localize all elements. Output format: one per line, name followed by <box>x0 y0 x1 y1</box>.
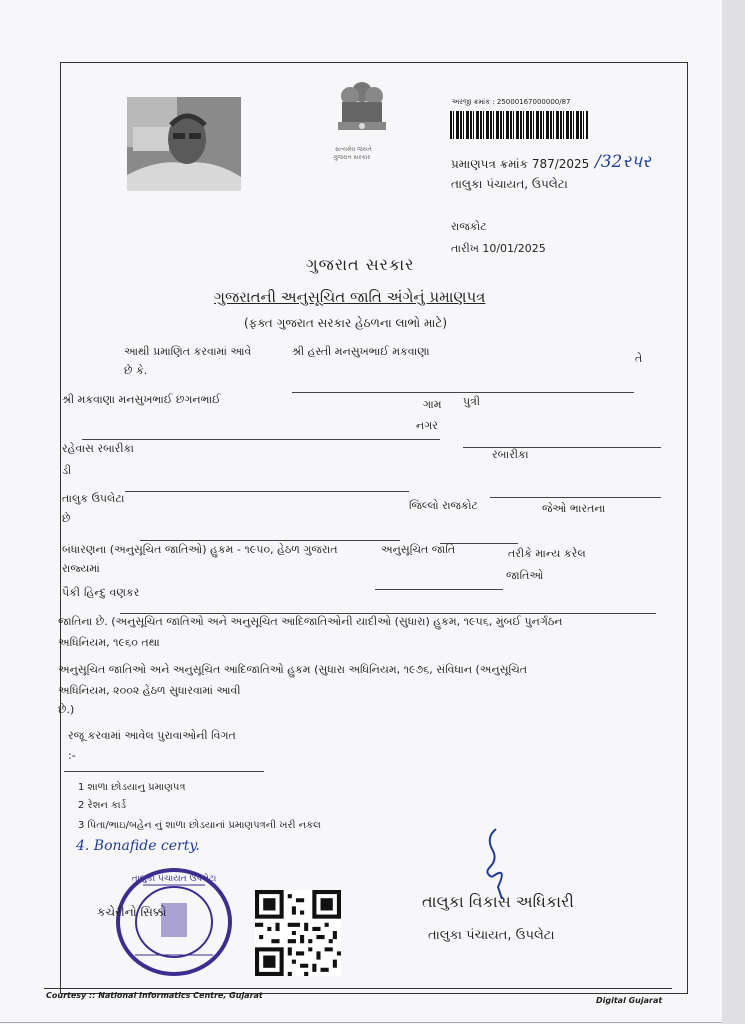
body-line5-c: તરીકે માન્ય કરેલ <box>508 547 586 560</box>
body-line4-d: છે <box>62 512 71 525</box>
evidence-colon: :- <box>68 749 76 762</box>
underline <box>82 439 440 440</box>
taluka: તાલુક ઉપલેટા <box>62 492 125 505</box>
caste-category: અનુસૂચિત જાતિ <box>381 543 456 556</box>
body-line4-c: જેઓ ભારતના <box>542 502 606 515</box>
underline <box>292 392 634 393</box>
office-stamp-label: કચેરીનો સિક્કો <box>97 905 167 919</box>
residence: રહેવાસ રબારીકા <box>62 442 134 455</box>
footer <box>44 988 672 1009</box>
officer-office: તાલુકા પંચાયત, ઉપલેટા <box>428 928 555 943</box>
body-line1-a: આથી પ્રમાણિત કરવામાં આવે <box>124 345 252 358</box>
caste-name: હિન્દુ વણકર <box>84 586 140 599</box>
body-line3-c: ડી <box>62 464 72 477</box>
certificate-subtitle: (ફક્ત ગુજરાત સરકાર હેઠળના લાભો માટે) <box>244 316 448 330</box>
underline <box>140 540 400 541</box>
body-village-label: ગામ <box>423 398 442 411</box>
officer-title: તાલુકા વિકાસ અધિકારી <box>422 892 574 911</box>
evidence-item-1: 1 શાળા છોડયાનુ પ્રમાણપત્ર <box>78 782 186 793</box>
issue-date: તારીખ 10/01/2025 <box>451 242 546 255</box>
district: રાજકોટ <box>451 220 487 233</box>
body-line1-d: છે કે. <box>124 364 148 377</box>
evidence-item-3: 3 પિતા/ભાઇ/બહેન નું શાળા છોડયાનાં પ્રમાણપત્રની ખરી નકલ <box>78 820 321 831</box>
emblem-caption-2: ગુજરાત સરકાર <box>333 154 371 161</box>
handwritten-evidence: 4. Bonafide certy. <box>76 838 200 854</box>
evidence-item-2: 2 રેશન કાર્ડ <box>78 800 127 811</box>
relation: પુત્રી <box>463 395 481 408</box>
body-line5-e: જાતિઓ <box>506 569 544 582</box>
evidence-heading: રજૂ કરવામાં આવેલ પુરાવાઓની વિગત <box>68 729 236 742</box>
underline <box>120 613 656 614</box>
footer-brand: Digital Gujarat <box>596 996 663 1005</box>
issuing-office: તાલુકા પંચાયત, ઉપલેટા <box>451 177 568 191</box>
body-line5-d: રાજ્યમાં <box>62 562 100 575</box>
paragraph-line-2: અધિનિયમ, ૧૯૬૦ તથા <box>58 636 160 649</box>
certificate-border <box>60 62 688 994</box>
paragraph-line-3: અનુસૂચિત જાતિઓ અને અનુસૂચિત આદિજાતિઓ હુકમ (સુધારા અધિનિયમ, ૧૯૭૬, સંવિધાન (અનુસૂચિત <box>58 663 528 676</box>
government-title: ગુજરાત સરકાર <box>306 255 415 274</box>
barcode <box>450 111 588 139</box>
seal-text: તાલુકા પંચાયત ઉપલેટા <box>131 874 217 884</box>
holder-name: શ્રી હસ્તી મનસુખભાઈ મકવાણા <box>292 345 430 358</box>
father-name: શ્રી મકવાણા મનસુખભાઈ છગનભાઈ <box>62 393 221 406</box>
application-number: અરજી ક્રમાંક : 25000167000000/87 <box>452 98 571 106</box>
body-line6-a: પૈકી <box>62 586 81 599</box>
certificate-title: ગુજરાતની અનુસૂચિત જાતિ અંગેનું પ્રમાણપત્ર <box>214 288 486 306</box>
paragraph-line-4: અધિનિયમ, ૨૦૦૨ હેઠળ સુધારવામાં આવી <box>58 684 241 697</box>
qr-code <box>255 890 341 976</box>
office-seal <box>113 865 235 979</box>
paragraph-line-1: જાતિના છે. (અનુસૂચિત જાતિઓ અને અનુસૂચિત આદિજાતિઓની યાદીઓ (સુધારા) હુકમ, ૧૯૫૬, મુંબઈ પુનર્ગઠન <box>58 615 563 628</box>
underline <box>64 771 264 772</box>
body-line1-c: તે <box>635 352 643 365</box>
district-field: જિલ્લો રાજકોટ <box>409 499 478 512</box>
page-edge <box>722 0 745 1024</box>
body-line5-a: બંધારણના (અનુસૂચિત જાતિઓ) હુકમ - ૧૯૫૦, હેઠળ ગુજરાત <box>62 543 338 556</box>
paragraph-line-5: છે.) <box>58 703 75 716</box>
handwritten-number: /32રપર <box>595 152 651 172</box>
emblem-caption-1: સત્યમેવ જયતે <box>335 146 372 153</box>
applicant-photo <box>127 97 241 191</box>
underline <box>375 589 503 590</box>
village: રબારીકા <box>492 448 529 461</box>
underline <box>490 497 661 498</box>
body-town-label: નગર <box>416 419 438 432</box>
footer-courtesy: Courtesy :: National Informatics Centre, Gujarat <box>46 991 263 1000</box>
certificate-number: પ્રમાણપત્ર ક્રમાંક 787/2025 <box>451 157 590 171</box>
underline <box>125 491 409 492</box>
